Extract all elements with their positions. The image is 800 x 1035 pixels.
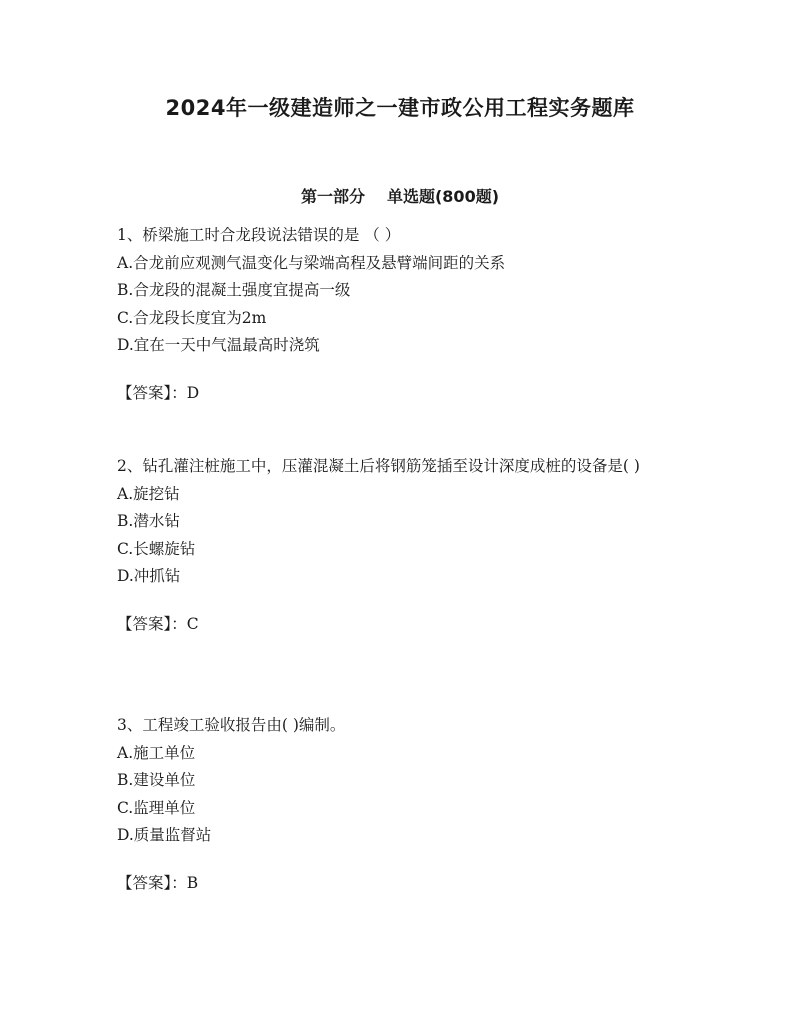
answer-line: [117, 380, 687, 408]
option-b: B.合龙段的混凝土强度宜提高一级: [117, 281, 351, 299]
answer-label: 【答案】：: [117, 614, 187, 633]
answer-line: [117, 870, 687, 898]
answer-value: C: [186, 614, 199, 633]
answer-line: [117, 611, 687, 639]
option-d: D.宜在一天中气温最高时浇筑: [117, 336, 320, 354]
option-a: A.施工单位: [117, 743, 196, 762]
option-a: A.旋挖钻: [117, 484, 180, 503]
option-d: D.质量监督站: [117, 826, 212, 844]
section-name: 单选题(800题): [386, 187, 500, 206]
question-2: [117, 453, 687, 638]
answer-value: B: [186, 873, 199, 892]
question-stem: 1、桥梁施工时合龙段说法错误的是 （ ）: [117, 226, 401, 244]
option-c: C.合龙段长度宜为2m: [117, 308, 267, 327]
question-stem: 3、工程竣工验收报告由( )编制。: [117, 716, 346, 734]
option-a: A.合龙前应观测气温变化与梁端高程及悬臂端间距的关系: [117, 253, 506, 272]
document-title: 2024年一级建造师之一建市政公用工程实务题库: [165, 96, 635, 120]
answer-value: D: [186, 383, 200, 402]
option-c: C.监理单位: [117, 798, 196, 817]
answer-label: 【答案】：: [117, 383, 187, 402]
section-title: [0, 184, 800, 207]
option-b: B.建设单位: [117, 771, 196, 789]
question-stem: 2、钻孔灌注桩施工中，压灌混凝土后将钢筋笼插至设计深度成桩的设备是( ): [117, 457, 640, 475]
question-1: [117, 222, 687, 407]
option-c: C.长螺旋钻: [117, 539, 196, 558]
option-b: B.潜水钻: [117, 512, 180, 530]
question-3: [117, 712, 687, 897]
option-d: D.冲抓钻: [117, 567, 181, 585]
answer-label: 【答案】：: [117, 873, 187, 892]
section-part: 第一部分: [300, 187, 365, 206]
